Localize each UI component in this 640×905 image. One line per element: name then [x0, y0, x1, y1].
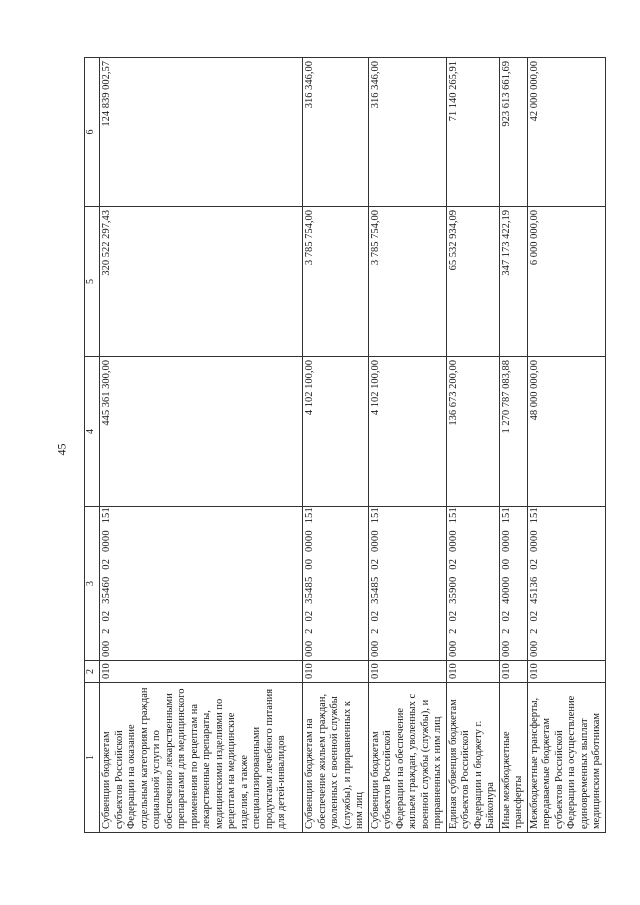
row-budget-code: 000 2 02 35900 02 0000 151 [446, 507, 499, 661]
row-name: Иные межбюджетные трансферты [499, 683, 527, 833]
row-name: Субвенции бюджетам на обеспечение жильем граждан, уволенных с военной службы (службы), и приравненных к ним лиц [303, 683, 369, 833]
row-approved-amount: 4 102 100,00 [303, 357, 369, 507]
header-col-3: 3 [85, 507, 100, 661]
row-admin-code: 010 [303, 661, 369, 683]
row-admin-code: 010 [527, 661, 605, 683]
row-admin-code: 010 [499, 661, 527, 683]
header-col-2: 2 [85, 661, 100, 683]
row-approved-amount: 4 102 100,00 [368, 357, 446, 507]
page-number: 45 [54, 443, 69, 456]
row-remaining-amount: 923 613 661,69 [499, 58, 527, 207]
row-budget-code: 000 2 02 35460 02 0000 151 [100, 507, 303, 661]
header-col-4: 4 [85, 357, 100, 507]
row-budget-code: 000 2 02 40000 00 0000 151 [499, 507, 527, 661]
header-col-6: 6 [85, 58, 100, 207]
table-row [303, 58, 369, 833]
header-col-1: 1 [85, 683, 100, 833]
budget-table-rotated [84, 58, 602, 833]
budget-table [84, 57, 606, 833]
row-admin-code: 010 [368, 661, 446, 683]
table-row [368, 58, 446, 833]
row-budget-code: 000 2 02 35485 02 0000 151 [368, 507, 446, 661]
row-remaining-amount: 71 140 265,91 [446, 58, 499, 207]
row-approved-amount: 445 361 300,00 [100, 357, 303, 507]
row-remaining-amount: 316 346,00 [303, 58, 369, 207]
row-budget-code: 000 2 02 35485 00 0000 151 [303, 507, 369, 661]
header-col-5: 5 [85, 207, 100, 357]
row-remaining-amount: 124 839 002,57 [100, 58, 303, 207]
header-row [85, 58, 100, 833]
row-approved-amount: 48 000 000,00 [527, 357, 605, 507]
row-admin-code: 010 [100, 661, 303, 683]
row-executed-amount: 6 000 000,00 [527, 207, 605, 357]
table-row [527, 58, 605, 833]
budget-table-wrapper [84, 58, 602, 833]
row-name: Субвенции бюджетам субъектов Российской Федерации на оказание отдельным категориям граждан социальной услуги по обеспечению лекарственными препаратами для медицинского применения по рецептам на лекарственные препараты, медицинскими изделиями по рецептам на медицинские изделия, а также специализированными продуктами лечебного питания для детей-инвалидов [100, 683, 303, 833]
row-name: Субвенции бюджетам субъектов Российской Федерации на обеспечение жильем граждан, уволенных с военной службы (службы), и приравненных к ним лиц [368, 683, 446, 833]
row-executed-amount: 3 785 754,00 [303, 207, 369, 357]
row-remaining-amount: 316 346,00 [368, 58, 446, 207]
table-row [499, 58, 527, 833]
row-name: Межбюджетные трансферты, передаваемые бюджетам субъектов Российской Федерации на осуществление единовременных выплат медицинским работникам [527, 683, 605, 833]
row-name: Единая субвенция бюджетам субъектов Российской Федерации и бюджету г. Байконура [446, 683, 499, 833]
table-row [100, 58, 303, 833]
row-executed-amount: 320 522 297,43 [100, 207, 303, 357]
row-remaining-amount: 42 000 000,00 [527, 58, 605, 207]
row-executed-amount: 65 532 934,09 [446, 207, 499, 357]
row-approved-amount: 1 270 787 083,88 [499, 357, 527, 507]
row-executed-amount: 3 785 754,00 [368, 207, 446, 357]
row-approved-amount: 136 673 200,00 [446, 357, 499, 507]
table-row [446, 58, 499, 833]
row-budget-code: 000 2 02 45136 02 0000 151 [527, 507, 605, 661]
row-executed-amount: 347 173 422,19 [499, 207, 527, 357]
row-admin-code: 010 [446, 661, 499, 683]
